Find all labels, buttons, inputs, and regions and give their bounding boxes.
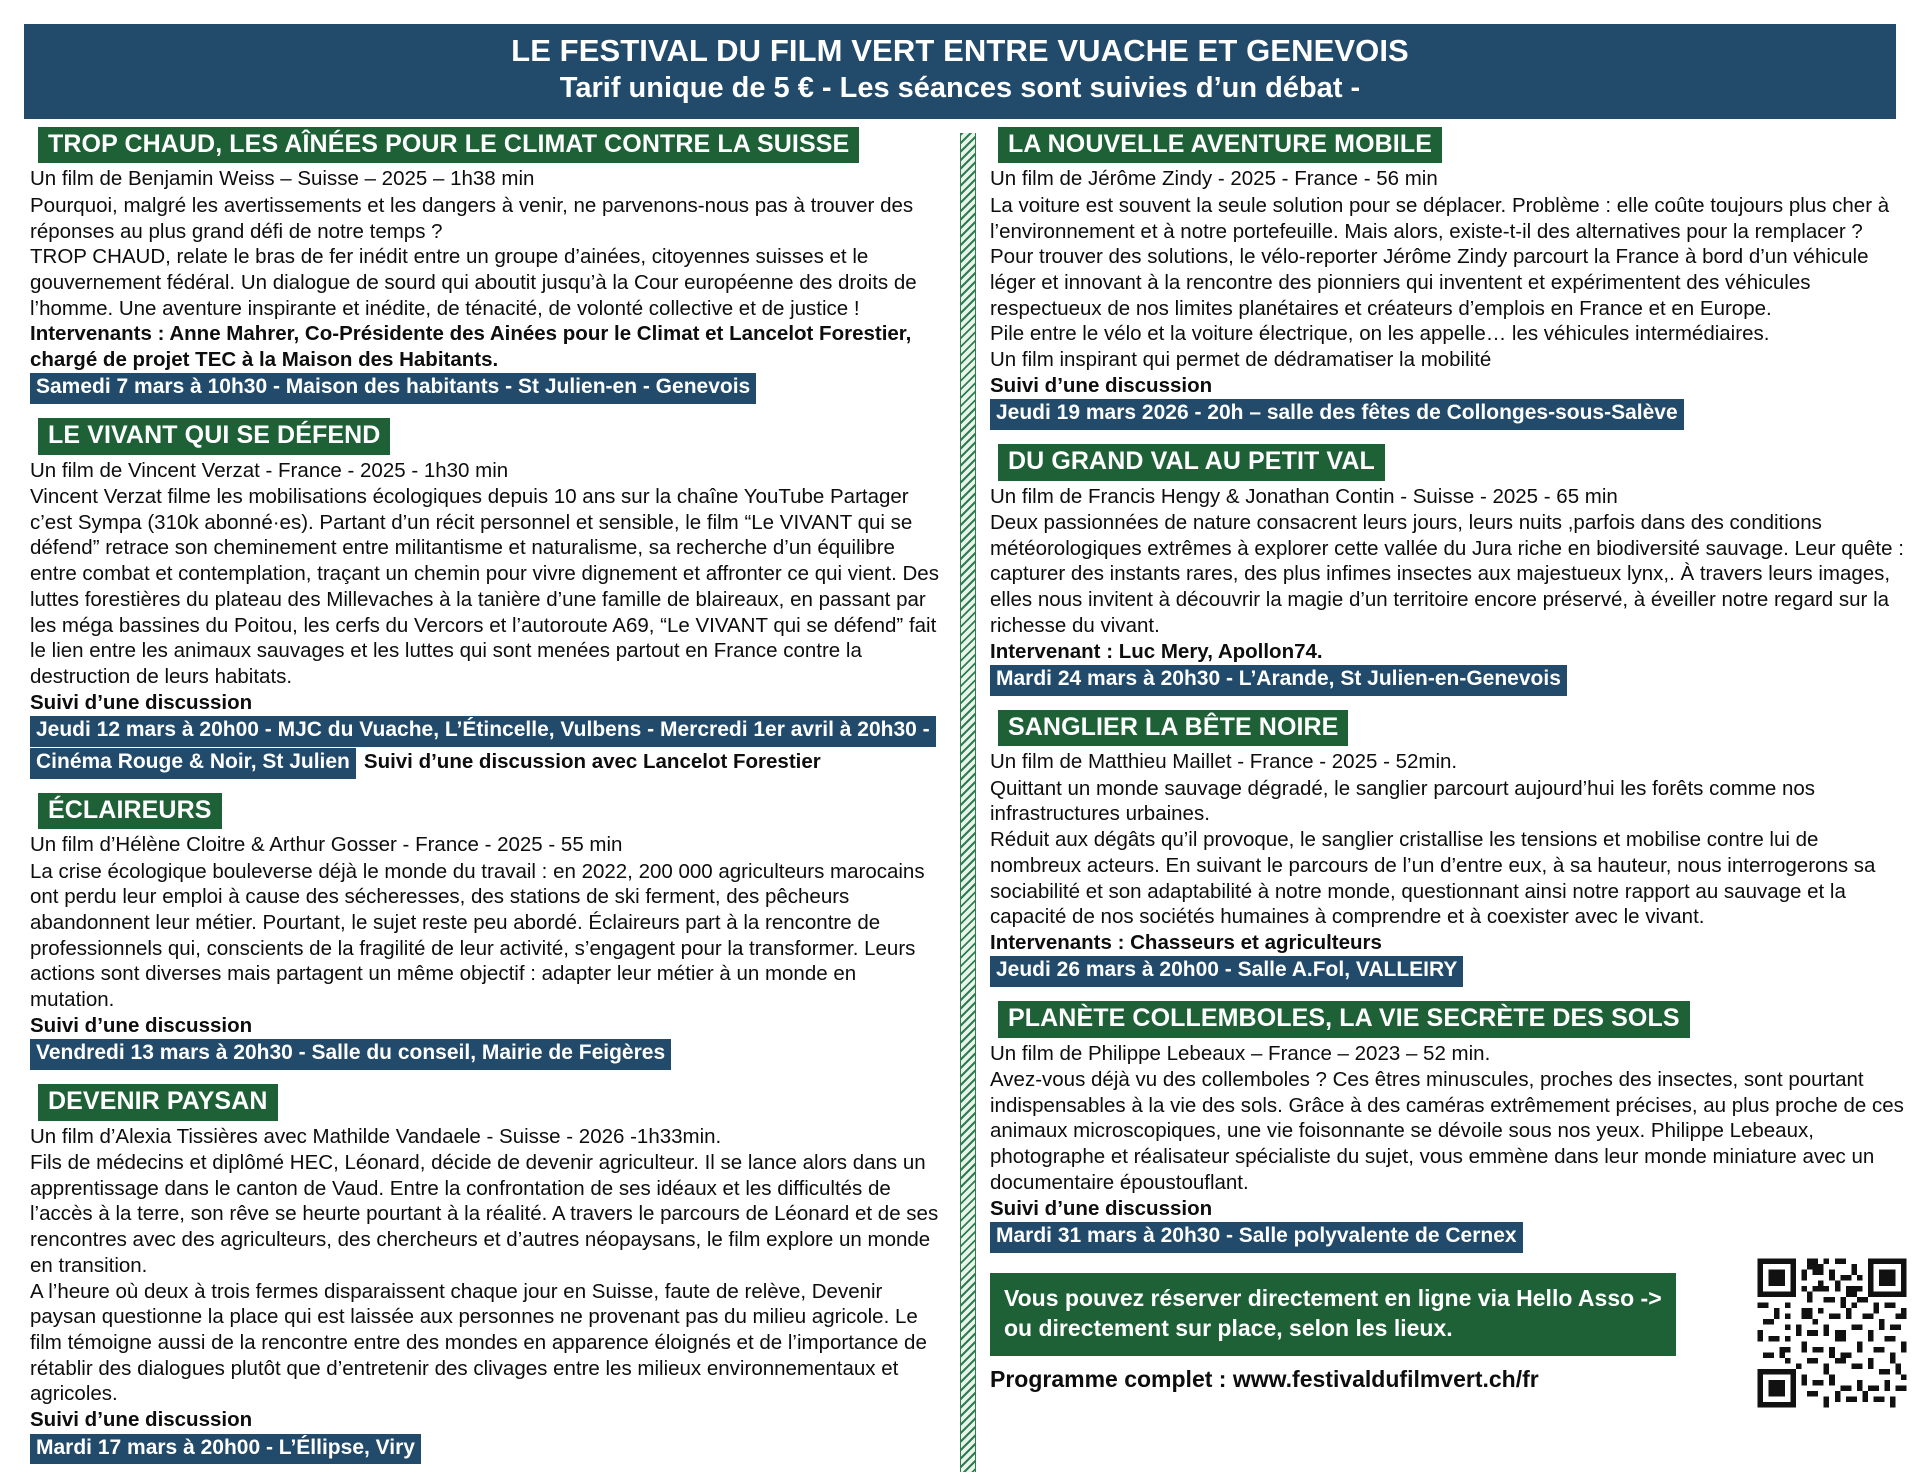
film-title: DEVENIR PAYSAN — [38, 1084, 278, 1121]
booking-text-column — [990, 1267, 1730, 1393]
film-credits: Un film de Philippe Lebeaux – France – 2023 – 52 min. — [990, 1041, 1491, 1065]
session-badge[interactable]: Jeudi 12 mars à 20h00 - MJC du Vuache, L’Étincelle, Vulbens - Mercredi 1er avril à 20h30 - — [30, 716, 936, 747]
film-guests: Intervenants : Anne Mahrer, Co-Présidente des Ainées pour le Climat et Lancelot Forestier, chargé de projet TEC à la Maison des Habitants. — [30, 322, 912, 371]
film-title: TROP CHAUD, LES AÎNÉES POUR LE CLIMAT CONTRE LA SUISSE — [38, 127, 859, 164]
film-credits: Un film de Matthieu Maillet - France - 2025 - 52min. — [990, 750, 1458, 774]
film-description: Fils de médecins et diplômé HEC, Léonard, décide de devenir agriculteur. Il se lance alors dans un apprentissage dans le canton de Vaud. Entre la confrontation de ses idéaux et les difficultés de l’accès à la terre, son rêve se heurte pourtant à la réalité. A travers le parcours de Léonard et de ses rencontres avec des agriculteurs, des chercheurs et d’autres néopaysans, le film explore un monde en transition. A l’heure où deux à trois fermes disparaissent chaque jour en Suisse, faute de relève, Devenir paysan questionne la place qui est laissée aux personnes ne provenant pas du milieu agricole. Le film témoigne aussi de la rencontre entre des mondes en apparence éloignés et de l’importance de rétablir des dialogues plutôt que d’entretenir des clivages entre les milieux environnementaux et agricoles. — [30, 1150, 939, 1406]
film-credits: Un film de Vincent Verzat - France - 2025 - 1h30 min — [30, 458, 509, 482]
film-description: La crise écologique bouleverse déjà le monde du travail : en 2022, 200 000 agriculteurs marocains ont perdu leur emploi à cause des sécheresses, des stations de ski ferment, des pêcheurs abandonnent leur métier. Pourtant, le sujet reste peu abordé. Éclaireurs part à la rencontre de professionnels qui, conscients de la fragilité de leur activité, s’engagent pour la transformer. Leurs actions sont diverses mais partagent un même objectif : adapter leur métier à un monde en mutation. — [30, 859, 925, 1012]
session-badge[interactable]: Samedi 7 mars à 10h30 - Maison des habitants - St Julien-en - Genevois — [30, 373, 756, 404]
film-credits: Un film de Jérôme Zindy - 2025 - France - 56 min — [990, 167, 1438, 191]
booking-line-2: ou directement sur place, selon les lieux. — [1004, 1315, 1453, 1342]
session-badge[interactable]: Mardi 31 mars à 20h30 - Salle polyvalente de Cernex — [990, 1222, 1523, 1253]
film-description: Avez-vous déjà vu des collemboles ? Ces êtres minuscules, proches des insectes, sont pourtant indispensables à la vie des sols. Grâce à des caméras extrêmement précises, au plus proche de ces animaux microscopiques, une vie foisonnante se dévoile sous nos yeux. Philippe Lebeaux, photographe et réalisateur spécialiste du sujet, vous emmène dans leur monde miniature avec un documentaire époustouflant. — [990, 1068, 1904, 1194]
session-badge[interactable]: Jeudi 19 mars 2026 - 20h – salle des fêtes de Collonges-sous-Salève — [990, 399, 1684, 430]
left-column — [20, 127, 960, 1478]
film-credits: Un film d’Hélène Cloitre & Arthur Gosser - France - 2025 - 55 min — [30, 833, 623, 857]
booking-line-1: Vous pouvez réserver directement en ligne via Hello Asso -> — [1004, 1284, 1662, 1311]
film-entry — [30, 418, 946, 779]
session-badge[interactable]: Vendredi 13 mars à 20h30 - Salle du conseil, Mairie de Feigères — [30, 1039, 671, 1070]
film-entry — [30, 127, 946, 404]
film-sessions — [990, 955, 1912, 987]
film-sessions — [30, 1038, 946, 1070]
film-title: ÉCLAIREURS — [38, 793, 222, 830]
film-sessions — [990, 664, 1912, 696]
session-badge[interactable]: Mardi 24 mars à 20h30 - L’Arande, St Julien-en-Genevois — [990, 665, 1567, 696]
film-entry — [990, 710, 1912, 987]
programme-website-line[interactable]: Programme complet : www.festivaldufilmvert.ch/fr — [990, 1365, 1539, 1392]
film-sessions — [30, 372, 946, 404]
film-followup: Suivi d’une discussion — [30, 1013, 253, 1037]
film-guests: Intervenant : Luc Mery, Apollon74. — [990, 639, 1323, 663]
film-followup: Suivi d’une discussion — [990, 1196, 1213, 1220]
film-sessions — [990, 1221, 1912, 1253]
film-title: DU GRAND VAL AU PETIT VAL — [998, 444, 1385, 481]
film-title: SANGLIER LA BÊTE NOIRE — [998, 710, 1348, 747]
film-entry — [30, 793, 946, 1070]
qr-code-svg — [1752, 1253, 1912, 1413]
session-badge[interactable]: Jeudi 26 mars à 20h00 - Salle A.Fol, VALLEIRY — [990, 956, 1463, 987]
film-entry — [990, 444, 1912, 696]
right-column — [976, 127, 1916, 1478]
film-entry — [990, 127, 1912, 430]
film-entry — [30, 1084, 946, 1464]
page-subtitle: Tarif unique de 5 € - Les séances sont suivies d’un débat - — [559, 71, 1361, 104]
film-description: Vincent Verzat filme les mobilisations écologiques depuis 10 ans sur la chaîne YouTube Partager c’est Sympa (310k abonné·es). Partant d’un récit personnel et sensible, le film “Le VIVANT qui se défend” retrace son cheminement entre militantisme et naturalisme, sa recherche d’un équilibre entre combat et contemplation, traçant un chemin pour vivre dignement et affronter ce qui vient. Des luttes forestières du plateau des Millevaches à la tanière d’une famille de blaireaux, en passant par les méga bassines du Poitou, les cerfs du Vercors et l’autoroute A69, “Le VIVANT qui se défend” fait le lien entre les animaux sauvages et les luttes qui sont menées partout en France contre la destruction de leurs habitats. — [30, 484, 939, 688]
film-description: Pourquoi, malgré les avertissements et les dangers à venir, ne parvenons-nous pas à trouver des réponses au plus grand défi de notre temps ? TROP CHAUD, relate le bras de fer inédit entre un groupe d’ainées, citoyennes suisses et le gouvernement fédéral. Un dialogue de sourd qui aboutit jusqu’à la Cour européenne des droits de l’homme. Une aventure inspirante et inédite, de ténacité, de volonté collective et de justice ! — [30, 193, 917, 320]
qr-code-icon[interactable] — [1752, 1253, 1912, 1413]
booking-box — [990, 1273, 1676, 1356]
column-divider — [960, 133, 976, 1472]
film-credits: Un film de Francis Hengy & Jonathan Contin - Suisse - 2025 - 65 min — [990, 484, 1618, 508]
film-title: LA NOUVELLE AVENTURE MOBILE — [998, 127, 1442, 164]
page-title: LE FESTIVAL DU FILM VERT ENTRE VUACHE ET GENEVOIS — [511, 33, 1409, 68]
film-title: PLANÈTE COLLEMBOLES, LA VIE SECRÈTE DES SOLS — [998, 1001, 1690, 1038]
film-followup: Suivi d’une discussion — [990, 373, 1213, 397]
film-sessions — [30, 715, 946, 747]
film-guests: Intervenants : Chasseurs et agriculteurs — [990, 930, 1382, 954]
film-sessions — [990, 398, 1912, 430]
program-columns — [20, 127, 1904, 1478]
page-header-banner — [24, 24, 1896, 119]
film-credits: Un film d’Alexia Tissières avec Mathilde Vandaele - Suisse - 2026 -1h33min. — [30, 1124, 722, 1148]
film-description: Quittant un monde sauvage dégradé, le sanglier parcourt aujourd’hui les forêts comme nos infrastructures urbaines. Réduit aux dégâts qu’il provoque, le sanglier cristallise les tensions et mobilise contre lui de nombreux acteurs. En suivant le parcours de l’un d’entre eux, à sa hauteur, nous interrogerons sa sociabilité et son adaptabilité à notre monde, questionnant ainsi notre rapport au sauvage et la capacité de nos sociétés humaines à comprendre et à coexister avec le vivant. — [990, 776, 1876, 929]
film-sessions-second-line — [30, 747, 946, 779]
session-badge[interactable]: Mardi 17 mars à 20h00 - L’Éllipse, Viry — [30, 1434, 421, 1465]
film-followup: Suivi d’une discussion — [30, 690, 253, 714]
session-badge[interactable]: Cinéma Rouge & Noir, St Julien — [30, 748, 356, 779]
film-sessions — [30, 1433, 946, 1465]
booking-section — [990, 1267, 1912, 1413]
film-description: Deux passionnées de nature consacrent leurs jours, leurs nuits ,parfois dans des conditions météorologiques extrêmes à explorer cette vallée du Jura riche en biodiversité sauvage. Leur quête : capturer des instants rares, des plus infimes insectes aux majestueux lynx,. À travers leurs images, elles nous invitent à découvrir la magie d’un territoire encore préservé, à éveiller notre regard sur la richesse du vivant. — [990, 510, 1904, 637]
film-followup: Suivi d’une discussion — [30, 1408, 253, 1432]
film-entry — [990, 1001, 1912, 1253]
film-title: LE VIVANT QUI SE DÉFEND — [38, 418, 390, 455]
session-note: Suivi d’une discussion avec Lancelot Forestier — [363, 749, 821, 773]
film-description: La voiture est souvent la seule solution pour se déplacer. Problème : elle coûte toujours plus cher à l’environnement et à notre portefeuille. Mais alors, existe-t-il des alternatives pour la remplacer ? Pour trouver des solutions, le vélo-reporter Jérôme Zindy parcourt la France à bord d’un véhicule léger et innovant à la rencontre des pionniers qui inventent et expérimentent des véhicules respectueux de nos limites planétaires et créateurs d’emplois en France et en Europe. Pile entre le vélo et la voiture électrique, on les appelle… les véhicules intermédiaires. Un film inspirant qui permet de dédramatiser la mobilité — [990, 193, 1890, 372]
film-credits: Un film de Benjamin Weiss – Suisse – 2025 – 1h38 min — [30, 167, 535, 191]
program-page — [0, 24, 1920, 1459]
